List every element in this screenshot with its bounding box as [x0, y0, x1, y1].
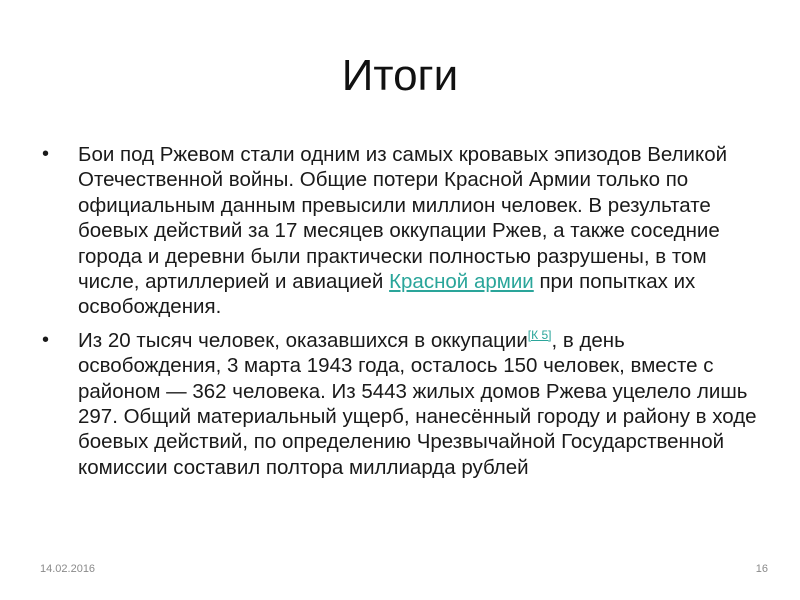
bullet-text: Из 20 тысяч человек, оказавшихся в оккупации: [78, 328, 528, 352]
footnote-link[interactable]: [К 5]: [527, 328, 552, 343]
red-army-link[interactable]: Красной армии: [389, 270, 534, 294]
slide-title: Итоги: [341, 51, 459, 100]
bullet-dot-icon: •: [42, 328, 50, 351]
bullet-dot-icon: •: [42, 143, 50, 165]
page-number: 16: [755, 563, 768, 575]
footer-date: 14.02.2016: [40, 563, 96, 575]
bullet-list: [40, 142, 770, 488]
bullet-item-population: [40, 328, 770, 480]
bullet-text-continued: при попытках их освобождения.: [78, 270, 696, 319]
bullet-item-losses: [40, 142, 770, 320]
bullet-text: Бои под Ржевом стали одним из самых кровавых эпизодов Великой Отечественной войны. Общие потери Красной Армии только по официальным данным превысили миллион человек. В результате боевых действий за 17 месяцев оккупации Ржев, а также соседние города и деревни были практически полностью разрушены, в том числе, артиллерией и авиацией: [78, 143, 728, 294]
bullet-text-continued: , в день освобождения, 3 марта 1943 года, осталось 150 человек, вместе с районом — 362 человека. Из 5443 жилых домов Ржева уцелело лишь 297. Общий материальный ущерб, нанесённый городу и району в ходе боевых действий, по определению Чрезвычайной Государственной комиссии составил полтора миллиарда рублей: [78, 328, 757, 479]
